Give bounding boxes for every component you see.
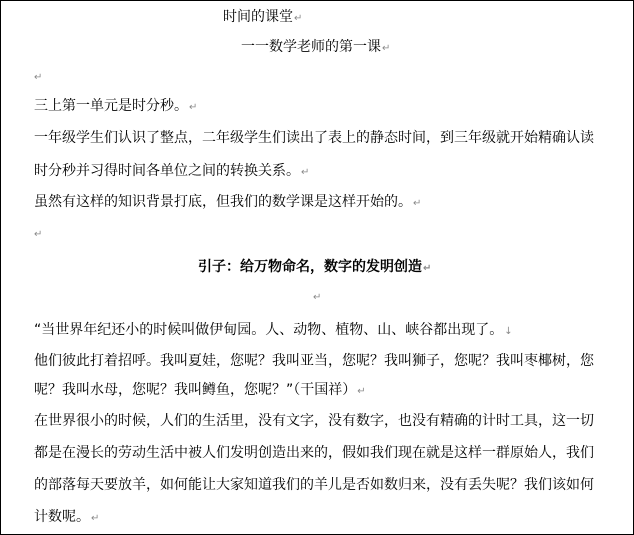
document-subtitle: 一一数学老师的第一课↵ <box>241 39 391 55</box>
paragraph-mark-icon: ↵ <box>301 167 310 178</box>
paragraph-mark-icon: ↵ <box>91 513 100 524</box>
body-text: 的部落每天要放羊，如何能让大家知道我们的羊儿是否如数归来，没有丢失呢？我们该如何 <box>34 477 594 493</box>
paragraph-mark-icon: ↵ <box>357 386 366 397</box>
paragraph-mark-icon: ↵ <box>34 229 43 240</box>
paragraph-text: 一年级学生们认识了整点，二年级学生们读出了表上的静态时间，到三年级就开始精确认读 <box>34 130 594 146</box>
body-text: 计数呢。↵ <box>34 509 100 525</box>
paragraph-text: 时分秒并习得时间各单位之间的转换关系。↵ <box>34 163 310 179</box>
paragraph-text: 虽然有这样的知识背景打底，但我们的数学课是这样开始的。↵ <box>34 194 422 210</box>
paragraph-text: 三上第一单元是时分秒。↵ <box>34 98 198 114</box>
quote-text: “当世界年纪还小的时候叫做伊甸园。人、动物、植物、山、峡谷都出现了。↓ <box>34 322 513 338</box>
paragraph-mark-icon: ↵ <box>382 43 391 54</box>
body-text: 都是在漫长的劳动生活中被人们发明创造出来的，假如我们现在就是这样一群原始人，我们 <box>34 445 594 461</box>
paragraph-mark-icon: ↵ <box>189 102 198 113</box>
paragraph-mark-icon: ↵ <box>423 263 432 274</box>
paragraph-mark-icon: ↵ <box>294 13 303 24</box>
section-heading: 引子：给万物命名，数字的发明创造↵ <box>198 259 432 275</box>
document-title: 时间的课堂↵ <box>223 9 303 25</box>
line-break-mark-icon: ↓ <box>504 326 513 337</box>
body-text: 在世界很小的时候，人们的生活里，没有文字，没有数字，也没有精确的计时工具，这一切 <box>34 413 594 429</box>
paragraph-mark-icon: ↵ <box>413 198 422 209</box>
paragraph-mark-icon: ↵ <box>313 292 322 303</box>
paragraph-mark-icon: ↵ <box>34 72 43 83</box>
quote-text: 他们彼此打着招呼。我叫夏娃，您呢？我叫亚当，您呢？我叫狮子，您呢？我叫枣椰树，您 <box>34 353 594 369</box>
quote-text: 呢？我叫水母，您呢？我叫鳟鱼，您呢？”（干国祥）↵ <box>34 382 366 398</box>
